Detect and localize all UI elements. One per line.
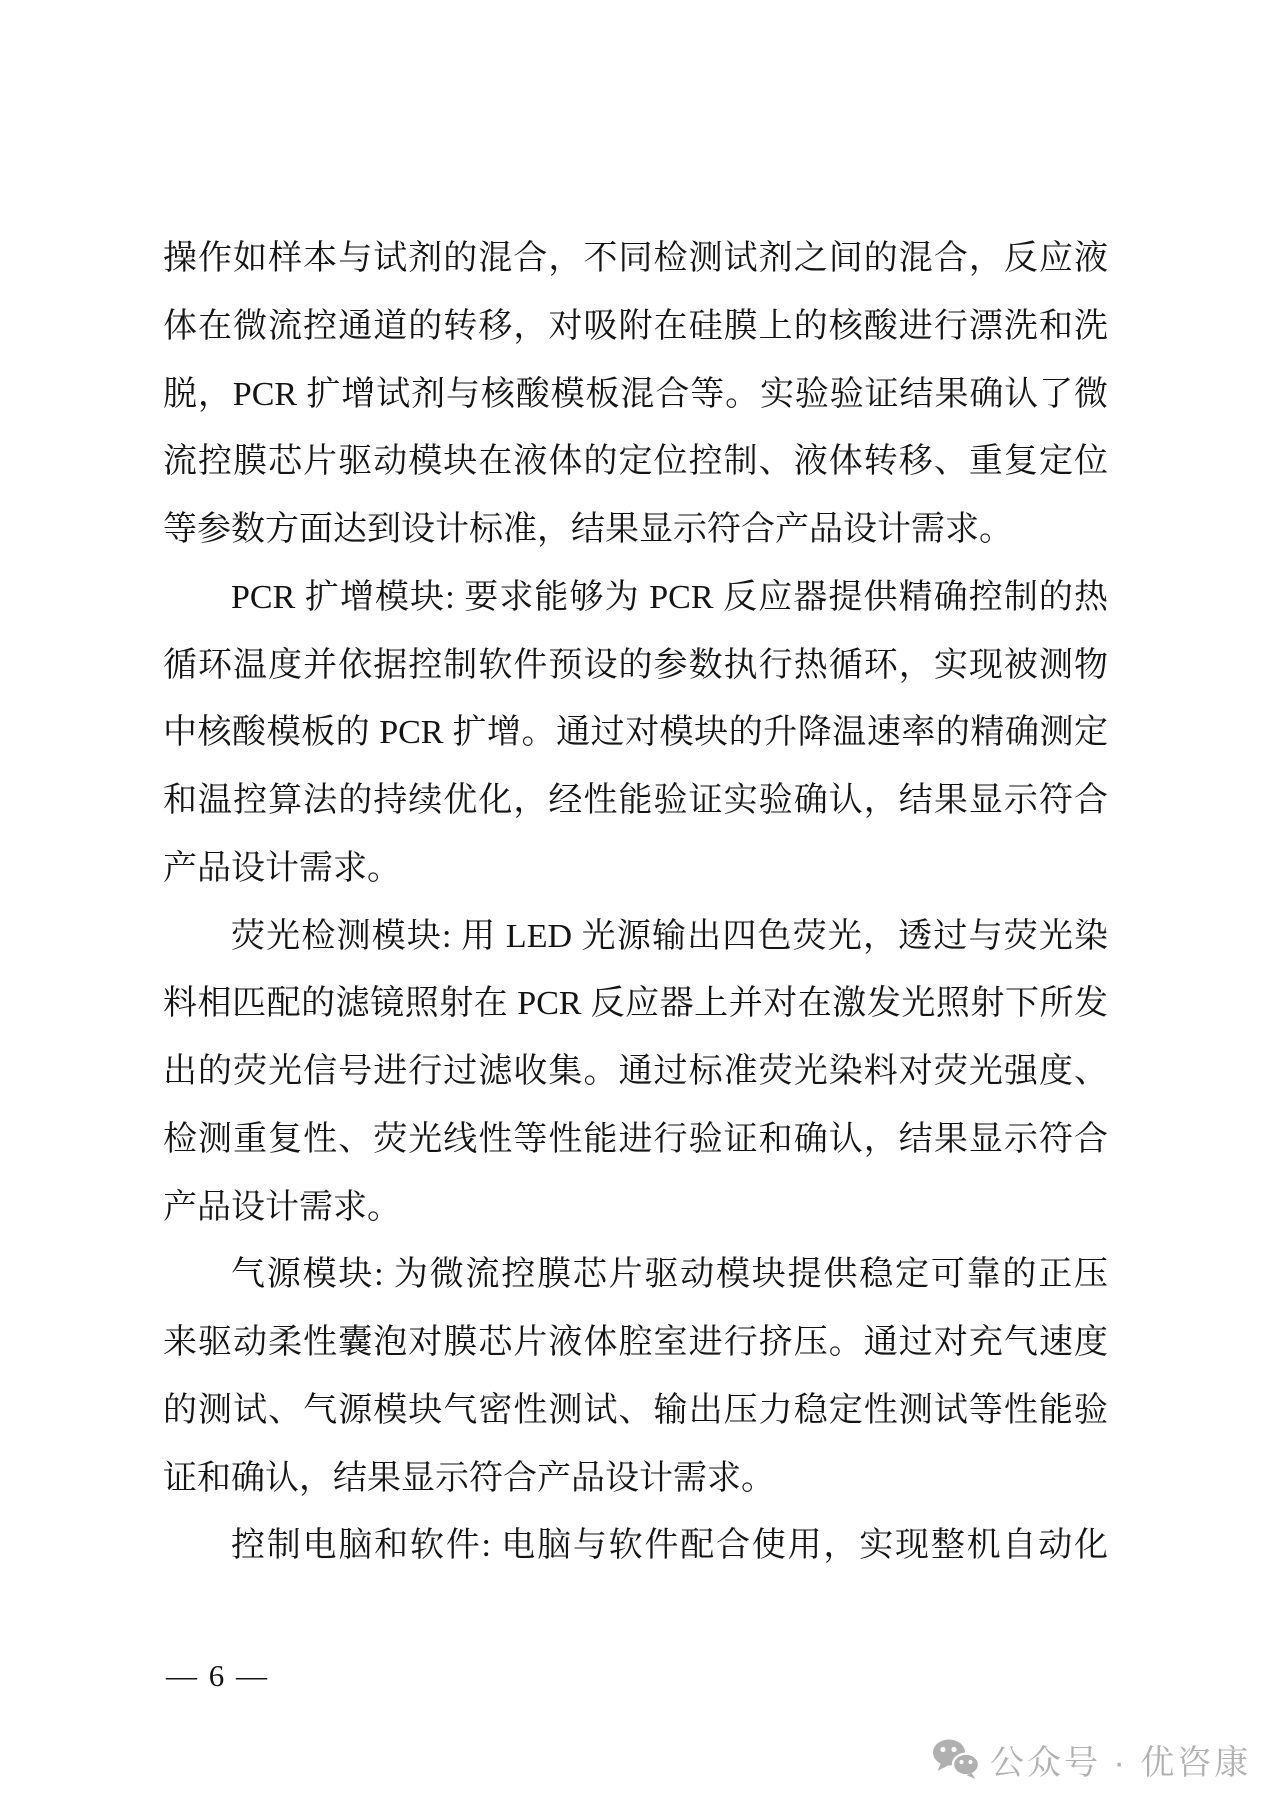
watermark-text: 公众号 · 优咨康 <box>990 1743 1252 1782</box>
text-line: 出的荧光信号进行过滤收集。通过标准荧光染料对荧光强度、 <box>163 1053 1108 1090</box>
text-line: 和温控算法的持续优化，经性能验证实验确认，结果显示符合 <box>163 782 1108 819</box>
watermark <box>930 1737 1251 1781</box>
page-number: — 6 — <box>166 1658 267 1693</box>
text-line: PCR 扩增模块: 要求能够为 PCR 反应器提供精确控制的热 <box>231 578 1108 616</box>
text-line: 检测重复性、荧光线性等性能进行验证和确认，结果显示符合 <box>163 1120 1108 1158</box>
text-line: 产品设计需求。 <box>163 1188 401 1226</box>
wechat-icon <box>930 1738 980 1780</box>
text-line: 气源模块: 为微流控膜芯片驱动模块提供稳定可靠的正压 <box>231 1256 1108 1294</box>
text-line: 荧光检测模块: 用 LED 光源输出四色荧光，透过与荧光染 <box>231 917 1108 955</box>
text-line: 产品设计需求。 <box>163 849 401 887</box>
text-line: 的测试、气源模块气密性测试、输出压力稳定性测试等性能验 <box>163 1391 1108 1429</box>
text-line: 脱，PCR 扩增试剂与核酸模板混合等。实验验证结果确认了微 <box>163 375 1108 413</box>
text-line: 料相匹配的滤镜照射在 PCR 反应器上并对在激发光照射下所发 <box>163 985 1108 1023</box>
text-line: 等参数方面达到设计标准，结果显示符合产品设计需求。 <box>163 511 1013 548</box>
text-line: 控制电脑和软件: 电脑与软件配合使用，实现整机自动化 <box>231 1527 1108 1565</box>
text-line: 来驱动柔性囊泡对膜芯片液体腔室进行挤压。通过对充气速度 <box>163 1324 1108 1361</box>
text-line: 中核酸模板的 PCR 扩增。通过对模块的升降温速率的精确测定 <box>163 714 1108 752</box>
text-line: 体在微流控通道的转移，对吸附在硅膜上的核酸进行漂洗和洗 <box>163 307 1108 345</box>
body-text <box>163 225 1108 1580</box>
text-line: 流控膜芯片驱动模块在液体的定位控制、液体转移、重复定位 <box>163 443 1108 481</box>
text-line: 操作如样本与试剂的混合，不同检测试剂之间的混合，反应液 <box>163 240 1108 277</box>
text-line: 证和确认，结果显示符合产品设计需求。 <box>163 1459 775 1497</box>
text-line: 循环温度并依据控制软件预设的参数执行热循环，实现被测物 <box>163 646 1108 684</box>
